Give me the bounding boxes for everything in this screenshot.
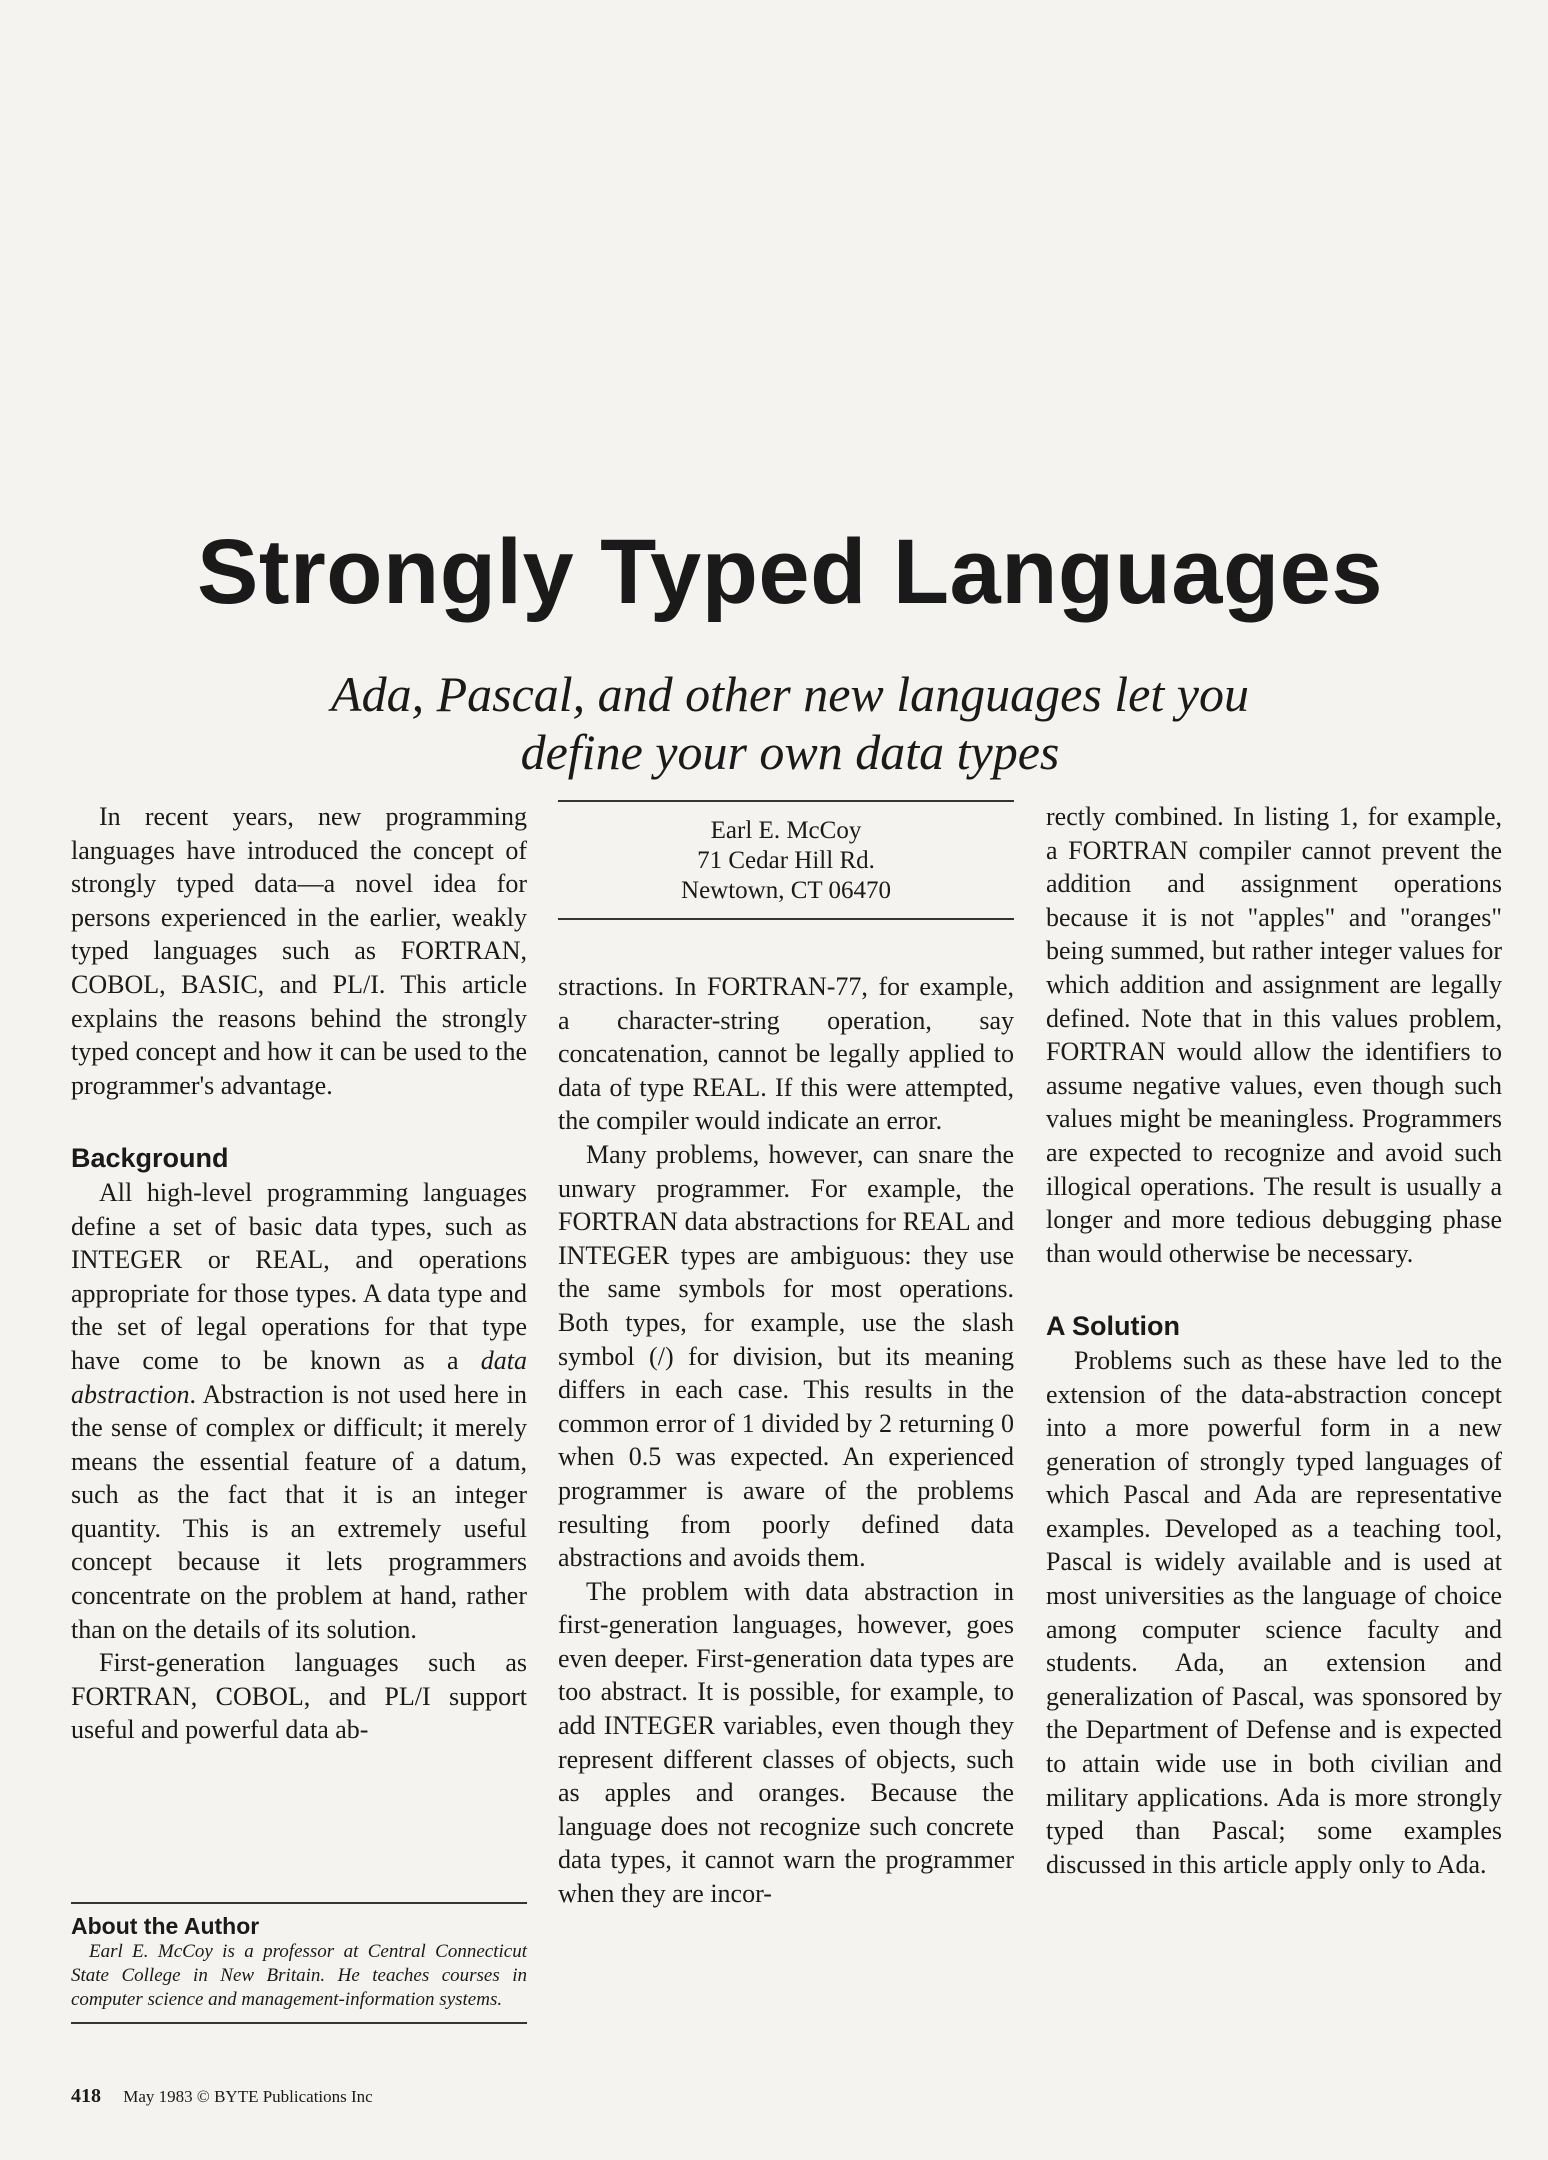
- about-heading: About the Author: [71, 1913, 260, 1939]
- intro-paragraph: In recent years, new programming languages have introduced the concept of strongly typed data—a novel idea for persons experienced in the earlier, weakly typed languages such as FORTRAN, COBOL, BASIC, and PL/I. This article explains the reasons behind the strongly typed concept and how it can be used to the programmer's advantage.: [71, 802, 527, 1100]
- subtitle-line-1: Ada, Pascal, and other new languages let you: [331, 666, 1249, 722]
- article-title: Strongly Typed Languages: [197, 521, 1383, 623]
- background-paragraph-2: First-generation languages such as FORTRAN, COBOL, and PL/I support useful and powerful data ab-: [71, 1648, 527, 1745]
- subtitle-line-2: define your own data types: [520, 724, 1060, 780]
- footer-credit: May 1983 © BYTE Publications Inc: [123, 2087, 373, 2106]
- column-1: [71, 800, 527, 1747]
- col2-paragraph-2: Many problems, however, can snare the unwary programmer. For example, the FORTRAN data abstractions for REAL and INTEGER types are ambiguous: they use the same symbols for most operations. Both types, for example, use the slash symbol (/) for division, but its meaning differs in each case. This results in the common error of 1 divided by 2 returning 0 when 0.5 was expected. An experienced programmer is aware of the problems resulting from poorly defined data abstractions and avoids them.: [558, 1139, 1014, 1573]
- author-city: Newtown, CT 06470: [681, 877, 891, 904]
- column-2: [558, 800, 1014, 1911]
- article-subtitle: [120, 665, 1460, 781]
- background-heading: Background: [71, 1143, 229, 1174]
- col3-paragraph-2: Problems such as these have led to the extension of the data-abstraction concept into a more powerful form in a new generation of strongly typed languages of which Pascal and Ada are representative examples. Developed as a teaching tool, Pascal is widely available and is used at most universities as the language of choice among computer science faculty and students. Ada, an extension and generalization of Pascal, was sponsored by the Department of Defense and is expected to attain wide use in both civilian and military applications. Ada is more strongly typed than Pascal; some examples discussed in this article apply only to Ada.: [1046, 1345, 1502, 1879]
- background-paragraph-1: All high-level programming languages define a set of basic data types, such as INTEGER or REAL, and operations appropriate for those types. A data type and the set of legal operations for that type have come to be known as a data abstraction. Abstraction is not used here in the sense of complex or difficult; it merely means the essential feature of a datum, such as the fact that it is an integer quantity. This is an extremely useful concept because it lets programmers concentrate on the problem at hand, rather than on the details of its solution.: [71, 1177, 527, 1644]
- page-footer: [71, 2085, 373, 2108]
- about-the-author-box: [71, 1902, 527, 2024]
- column-3: [1046, 800, 1502, 1881]
- col3-paragraph-1: rectly combined. In listing 1, for example, a FORTRAN compiler cannot prevent the addition and assignment operations because it is not "apples" and "oranges" being summed, but rather integer values for which addition and assignment are legally defined. Note that in this values problem, FORTRAN would allow the identifiers to assume negative values, even though such values might be meaningless. Programmers are expected to recognize and avoid such illogical operations. The result is usually a longer and more tedious debugging phase than would otherwise be necessary.: [1046, 802, 1502, 1268]
- page-number: 418: [71, 2085, 101, 2107]
- col2-paragraph-3: The problem with data abstraction in first-generation languages, however, goes even deeper. First-generation data types are too abstract. It is possible, for example, to add INTEGER variables, even though they represent different classes of objects, such as apples and oranges. Because the language does not recognize such concrete data types, it cannot warn the programmer when they are incor-: [558, 1576, 1014, 1909]
- author-street: 71 Cedar Hill Rd.: [697, 847, 875, 874]
- author-name: Earl E. McCoy: [710, 817, 862, 844]
- col2-paragraph-1: stractions. In FORTRAN-77, for example, a character-string operation, say concatenation, cannot be legally applied to data of type REAL. If this were attempted, the compiler would indicate an error.: [558, 972, 1014, 1136]
- author-address-box: [558, 800, 1014, 920]
- about-text: Earl E. McCoy is a professor at Central Connecticut State College in New Britain. He teaches courses in computer science and management-information systems.: [71, 1941, 527, 2010]
- solution-heading: A Solution: [1046, 1311, 1180, 1342]
